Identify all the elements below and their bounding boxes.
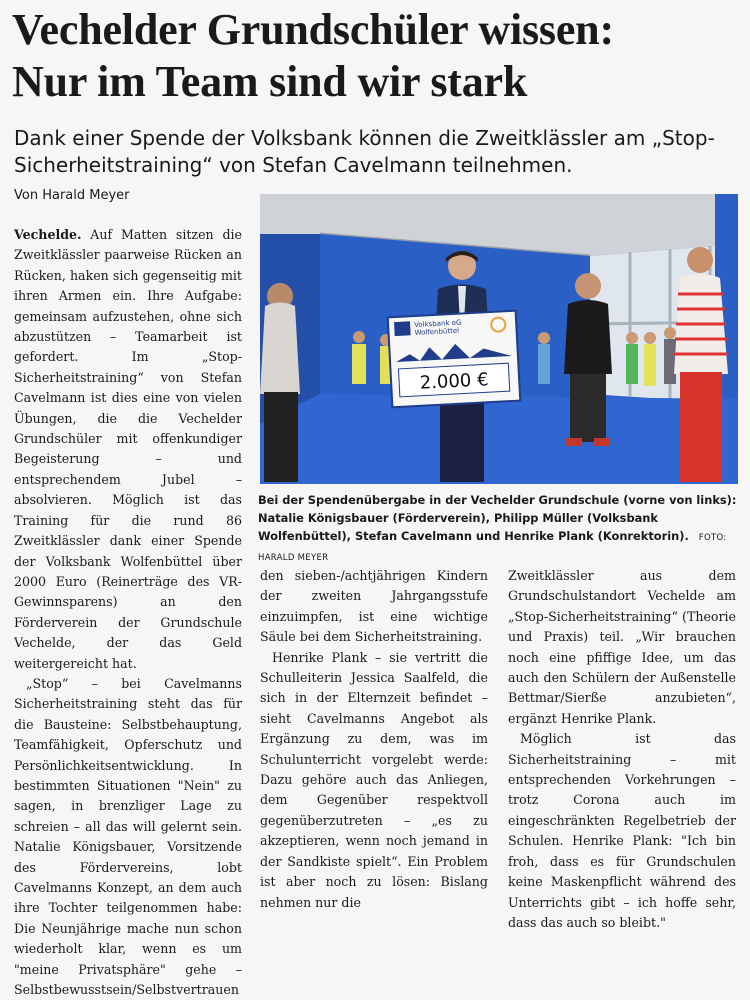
floor [260, 394, 738, 484]
caption-text: Bei der Spendenübergabe in der Vechelder Grundschule (vorne von links): Natalie Königsbauer (Förderverein), Philipp Müller (Volksbank Wolfenbüttel), Stefan Cavelmann und Henrike Plank (Konrektorin). [258, 493, 737, 543]
article-paragraph: Möglich ist das Sicherheitstraining – mit entsprechenden Vorkehrungen – trotz Corona auch im eingeschränkten Regelbetrieb der Schulen. Henrike Plank: "Ich bin froh, dass es für Grundschulen keine Maskenpflicht während des Unterrichts gibt – ich hoffe sehr, dass das auch so bleibt." [508, 731, 736, 930]
photo-illustration [260, 194, 738, 484]
article-column-1 [14, 225, 242, 1000]
photo-credit: FOTO: HARALD MEYER [258, 533, 727, 563]
check-amount: 2.000 € [419, 369, 490, 394]
article-paragraph [14, 225, 242, 674]
article-paragraph: „Stop“ – bei Cavelmanns Sicherheitstraining steht das für die Bausteine: Selbstbehauptung, Teamfähigkeit, Opferschutz und Persönlichkeitsentwicklung. In bestimmten Situationen "Nein" zu sagen, in brenzliger Lage zu schreien – all das will gelernt sein. Natalie Königsbauer, Vorsitzende des Fördervereins, lobt Cavelmanns Konzept, an dem auch ihre Tochter teilgenommen habe: Die Neunjährige mache nun schon wiederholt klar, wenn es um "meine Privatsphäre" gehe – Selbstbewusstsein/Selbstvertrauen [14, 675, 242, 998]
headline-line-1: Vechelder Grundschüler wissen: [12, 5, 614, 54]
headline [12, 4, 742, 108]
dateline: Vechelde. [14, 227, 82, 242]
article-paragraph: Henrike Plank – sie vertritt die Schulleiterin Jessica Saalfeld, die sich in der Elternzeit befindet – sieht Cavelmanns Angebot als Ergänzung zu dem, was im Schulunterricht vorgelebt werde: Dazu gehöre auch das Anliegen, dem Gegenüber respektvoll gegenüberzutreten – „es zu akzeptieren, wenn noch jemand in der Sandkiste spielt“. Ein Problem ist aber noch zu lösen: Bislang nehmen nur die [260, 649, 488, 910]
article-column-2 [260, 566, 488, 913]
article-column-3 [508, 566, 736, 933]
person-henrike [674, 247, 728, 482]
bank-logo-icon [394, 321, 411, 336]
headline-line-2: Nur im Team sind wir stark [12, 57, 528, 106]
check-bank-line-2: Wolfenbüttel [414, 326, 460, 338]
donation-check [388, 311, 521, 408]
article-photo [260, 194, 738, 484]
check-bank-line-1: Volksbank eG [413, 318, 462, 330]
article-paragraph: den sieben-/achtjährigen Kindern der zweiten Jahrgangsstufe einzuimpfen, ist eine wichtige Säule bei dem Sicherheitstraining. [260, 568, 488, 645]
byline: Von Harald Meyer [14, 188, 130, 203]
person-natalie [260, 283, 300, 482]
photo-caption [258, 491, 740, 567]
subheadline: Dank einer Spende der Volksbank können die Zweitklässler am „Stop-Sicherheitstraining“ von Stefan Cavelmann teilnehmen. [14, 126, 715, 177]
paragraph-text: Auf Matten sitzen die Zweitklässler paarweise Rücken an Rücken, haken sich gegenseitig mit ihren Armen ein. Ihre Aufgabe: gemeinsam aufzustehen, ohne sich abzustützen – Teamarbeit ist gefordert. Im „Stop-Sicherheitstraining“ von Stefan Cavelmann ist dies eine von vielen Übungen, die die Vechelder Grundschüler mit offenkundiger Begeisterung – und entsprechendem Jubel – absolvieren. Möglich ist das Training für die rund 86 Zweitklässler dank einer Spende der Volksbank Wolfenbüttel über 2000 Euro (Reinerträge des VR-Gewinnsparens) an den Förderverein der Grundschule Vechelde, der das Geld weitergereicht hat. [14, 227, 242, 671]
article-paragraph: Zweitklässler aus dem Grundschulstandort Vechelde am „Stop-Sicherheitstraining“ (Theorie und Praxis) teil. „Wir brauchen noch eine pfiffige Idee, um das auch den Schülern der Außenstelle Bettmar/Sierße anzubieten“, ergänzt Henrike Plank. [508, 568, 736, 726]
